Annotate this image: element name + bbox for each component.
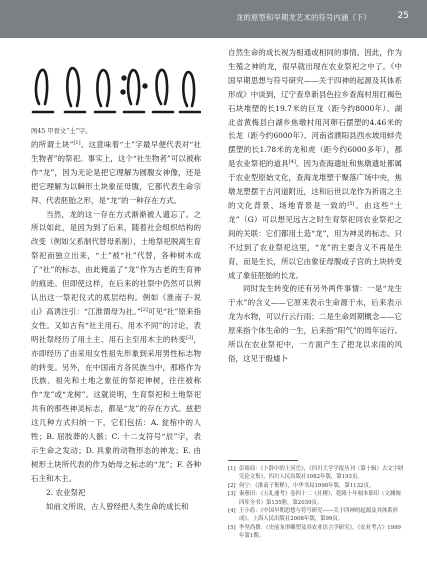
footnote-item: [2] 何宁：《淮南子集释》，中华书局1998年版，第1132页。 — [228, 482, 375, 489]
body-paragraph: 的所谓土块”[1]。这意味着“土”字最早便代表对“社生物者”的祭祀。事实上，这个“社生物者”可以被称作“龙”，因为无论是把它理解为圆腹女神像，还是把它理解为以瞬形土块象征母腹，它都代表生命宗拜、代表胚胎之形，是“龙”的一种存在方式。 — [31, 140, 201, 205]
running-title: 龙的原型和早期龙艺术的符号内涵（下） — [236, 13, 371, 22]
figure-caption: 图45 甲骨文“土”字。 — [31, 128, 92, 135]
section-heading: 2. 农业祭祀 — [46, 487, 86, 497]
footnote-item: [1] 彭裕商：《卜辞中的土河岳》，《四川大学学报丛刊（第十辑）古文字研究论文集》，四川人民出版社1982年版，第193页。 — [228, 466, 404, 481]
oracle-bone-glyphs-image — [31, 46, 201, 126]
footnote-item: [4] 王小盾：《中国早期思想与符号研究——关于四神的起源及其体系形成》，上海人民出版社2008年版，第99页。 — [228, 508, 399, 523]
left-column — [31, 46, 201, 513]
footnote-item: [5] 李坚尚撰：《史前龙形雕塑及其农业语言学研究》，《农业考古》1999年第1期。 — [228, 524, 401, 540]
footnote-ref[interactable]: [4] — [288, 159, 296, 166]
page-header — [0, 0, 427, 38]
body-paragraph: 当然，龙的这一存在方式渐渐被人遗忘了。之所以如此，是因为到了后来，随着社会组织结构的改变（例如父系制代替母系制），土地祭祀脱离生育祭祀而独立出来，“土”被“社”代替，各种树木成了“社”的标志，由此掩盖了“龙”作为古老的生育神的痕迹。但即使这样，在后来的社祭中仍然可以辨认出这一祭祀仪式的底层结构。例如《淮南子·说山》高诱注引：“江淮谓母为社。”[2]可见“社”原来指女性。又如古有“社主用石、用木不同”的讨论，表明社祭经历了用土主、用石主至用木主的转变[3]，亦即经历了由采用女性祖先形象到采用男性标志物的转变。另外，在中国南方各民族当中，那格作为氏族、祖先和土地之象征的祭祀神树，往往被称作“龙”或“龙树”。这就说明，生育祭祀和土地祭祀共有的那些神灵标志，都是“龙”的存在方式。兹把这几种方式归纳一下，它们包括：A. 瓮棺中的人牲；B. 屈肢葬的人骸；C. 十二支符号“辰”字，表示生命之发动；D. 具象的动物形态的神龙；E. 由树形土块所代表的作为始母之标志的“龙”；F. 各种石主和木主。 — [31, 209, 202, 483]
footnote-item: [3] 秦蕙田：《五礼通考》卷四十二《社稷》，乾隆十年刻本影印（文渊阁四库全书）第135册，第2039页。 — [228, 491, 401, 506]
page-number: 25 — [397, 11, 409, 21]
footnote-ref[interactable]: [1] — [73, 140, 81, 146]
footnote-ref[interactable]: [3] — [186, 334, 194, 341]
footnote-divider — [228, 460, 298, 461]
footnote-ref[interactable]: [2] — [140, 306, 148, 313]
body-paragraph: 同时发生转变的还有另外两件事情：一是“龙生于水”的含义——它原来表示生命源于水，后来表示龙为水物，可以行云行雨；二是生命周期概念——它原来指个体生命的一生，后来指“阳气”的周年运行。所以在农业祭祀中，一方面产生了把龙以求雨的风俗，这见于殷墟卜 — [228, 284, 402, 363]
figure-oracle-bone-characters — [31, 46, 201, 126]
body-paragraph: 自然生命的成长视为相通或相同的事情。因此，作为生殖之神的龙，很早就出现在农业祭祀之中了。《中国早期思想与符号研究——关于四神的起源及其体系形成》中谈到，辽宁查阜新县色拉乡查海村用红褐色石块堆塑的长19.7米的巨龙（距今约8000年）、湖北省黄梅县白湖乡焦墩村用河卵石摆塑的4.46米的长龙（距今约6000年）、河南省濮阳县西水坡用蚌壳摆塑的长1.78米的龙和虎（距今约6000多年），都是农业祭祀的道具[4]。因为查海遗址和焦墩遗址都属于农业型原始文化，查海龙堆塑于聚落广场中央，焦墩龙塑摆于古河道附近，这和后世以龙作为祈雨之主的文化背景、场地背景是一致的[5]。由这些“土龙”（G）可以想见远古之时生育祭祀同农业祭祀之间的关联：它们都用土造“龙”，用为神灵的标志。只不过到了农业祭祀这里，“龙”的主要含义不再是生育，而是生长，所以它由象征母腹或子宫的土块转变成了象征胚胎的长龙。 — [228, 48, 403, 280]
footnotes — [228, 465, 404, 541]
body-paragraph: 如前文所说，古人曾经把人类生命的成长和 — [46, 501, 189, 511]
right-column — [228, 46, 402, 366]
footnote-ref[interactable]: [5] — [347, 200, 355, 207]
